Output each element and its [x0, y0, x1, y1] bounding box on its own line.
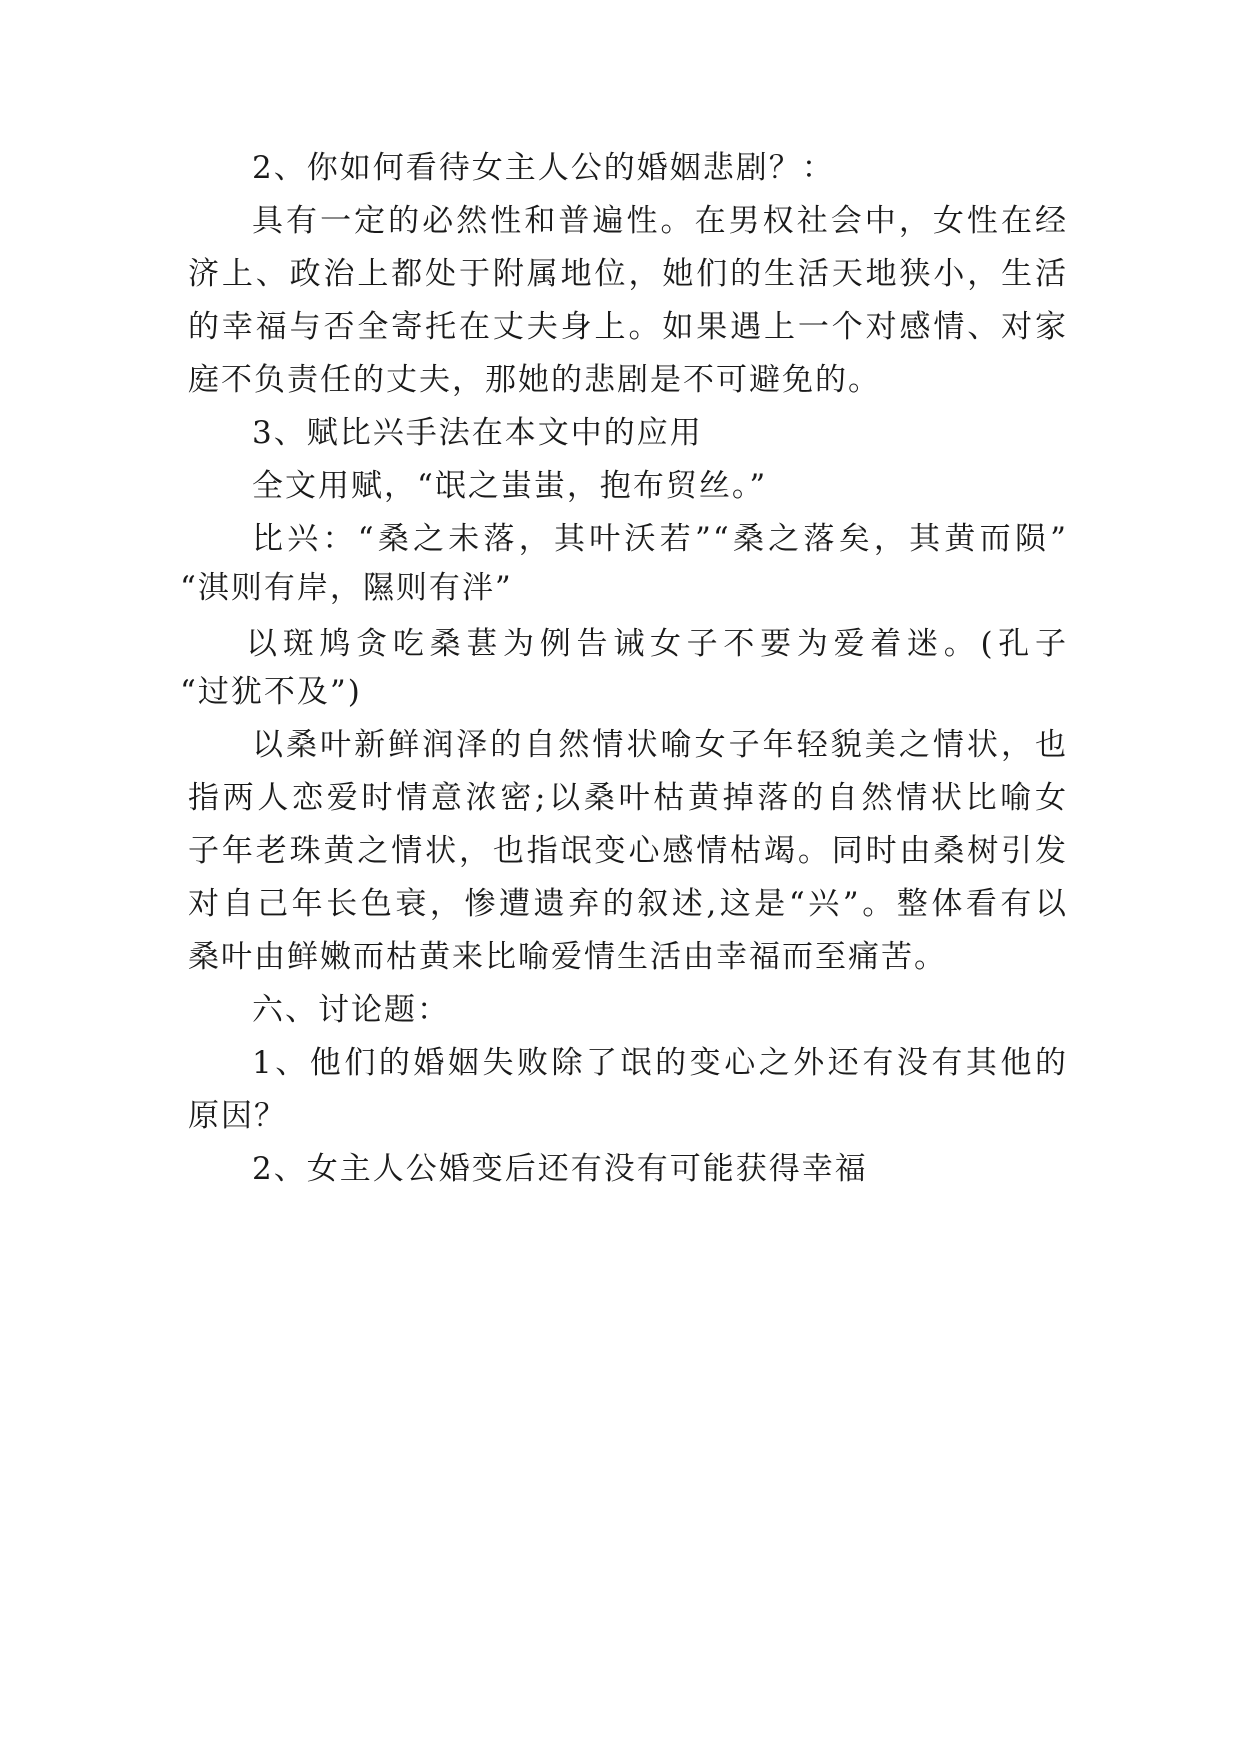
paragraph-line: 比兴：“桑之未落，其叶沃若”“桑之落矣，其黄而陨” — [252, 521, 1068, 557]
paragraph-line: 对自己年长色衰，惨遭遗弃的叙述,这是“兴”。整体看有以 — [188, 886, 1068, 922]
paragraph-line: 全文用赋，“氓之蚩蚩，抱布贸丝。” — [252, 468, 768, 504]
section-3-heading: 3、赋比兴手法在本文中的应用 — [252, 415, 703, 451]
paragraph-line: 以斑鸠贪吃桑葚为例告诫女子不要为爱着迷。(孔子 — [246, 626, 1068, 662]
paragraph-line: “淇则有岸，隰则有泮” — [180, 570, 513, 606]
section-6-heading: 六、讨论题： — [252, 992, 450, 1028]
paragraph-line: 原因？ — [188, 1098, 287, 1134]
paragraph-line: 指两人恋爱时情意浓密;以桑叶枯黄掉落的自然情状比喻女 — [188, 780, 1068, 816]
paragraph-line: 桑叶由鲜嫩而枯黄来比喻爱情生活由幸福而至痛苦。 — [188, 939, 947, 975]
paragraph-line: 庭不负责任的丈夫，那她的悲剧是不可避免的。 — [188, 362, 881, 398]
question-2-heading: 2、你如何看待女主人公的婚姻悲剧？： — [252, 150, 835, 186]
paragraph-line: 济上、政治上都处于附属地位，她们的生活天地狭小，生活 — [188, 256, 1068, 292]
paragraph-line: 子年老珠黄之情状，也指氓变心感情枯竭。同时由桑树引发 — [188, 833, 1068, 869]
paragraph-line: 具有一定的必然性和普遍性。在男权社会中，女性在经 — [252, 203, 1068, 239]
paragraph-line: 以桑叶新鲜润泽的自然情状喻女子年轻貌美之情状，也 — [252, 727, 1068, 763]
paragraph-line: 的幸福与否全寄托在丈夫身上。如果遇上一个对感情、对家 — [188, 309, 1068, 345]
paragraph-line: 2、女主人公婚变后还有没有可能获得幸福 — [252, 1151, 868, 1187]
paragraph-line: “过犹不及”) — [180, 674, 362, 710]
paragraph-line: 1、他们的婚姻失败除了氓的变心之外还有没有其他的 — [252, 1045, 1068, 1081]
